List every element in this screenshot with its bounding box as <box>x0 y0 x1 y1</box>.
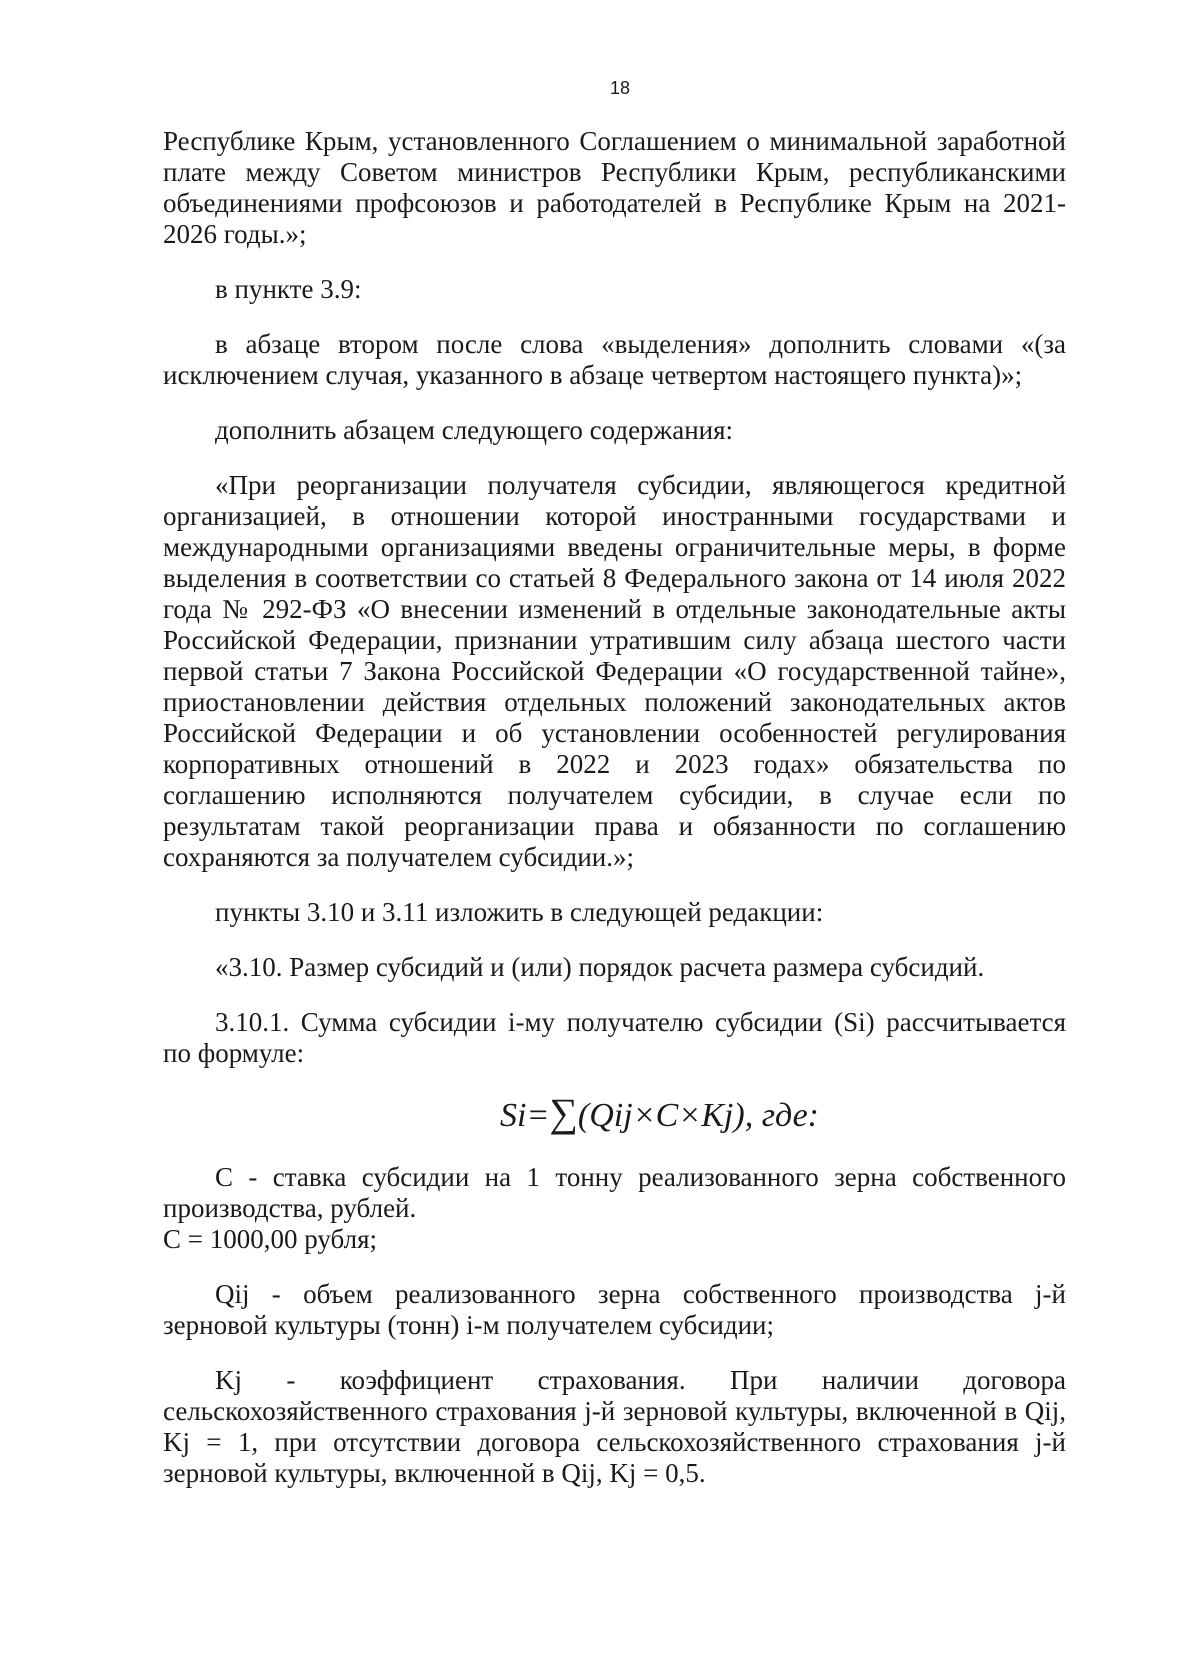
paragraph-continuation: Республике Крым, установленного Соглашением о минимальной заработной плате между Советом министров Республики Крым, республиканскими объединениями профсоюзов и работодателей в Республике Крым на 2021-2026 годы.»; <box>163 126 1066 249</box>
paragraph-item-3-9: в пункте 3.9: <box>215 274 362 304</box>
formula-tail: где: <box>761 1097 819 1134</box>
paragraph-amendment-second: в абзаце втором после слова «выделения» дополнить словами «(за исключением случая, указанного в абзаце четвертом настоящего пункта)»; <box>163 329 1066 390</box>
paragraph-items-3-10-3-11: пункты 3.10 и 3.11 изложить в следующей редакции: <box>215 897 824 927</box>
paragraph-3-10: «3.10. Размер субсидий и (или) порядок расчета размера субсидий. <box>215 952 985 982</box>
paragraph-reorganization: «При реорганизации получателя субсидии, являющегося кредитной организацией, в отношении которой иностранными государствами и международными организациями введены ограничительные меры, в форме выделения в соответствии со статьей 8 Федерального закона от 14 июля 2022 года № 292-ФЗ «О внесении изменений в отдельные законодательные акты Российской Федерации, признании утратившим силу абзаца шестого части первой статьи 7 Закона Российской Федерации «О государственной тайне», приостановлении действия отдельных положений законодательных актов Российской Федерации и об установлении особенностей регулирования корпоративных отношений в 2022 и 2023 годах» обязательства по соглашению исполняются получателем субсидии, в случае если по результатам такой реорганизации права и обязанности по соглашению сохраняются за получателем субсидии.»; <box>163 470 1066 872</box>
formula-equals: = <box>526 1097 550 1134</box>
page-number: 18 <box>609 78 631 98</box>
paragraph-3-10-1: 3.10.1. Сумма субсидии i-му получателю субсидии (Si) рассчитывается по формуле: <box>163 1007 1066 1068</box>
formula-lhs: Si <box>500 1097 527 1134</box>
document-body <box>163 126 1066 1489</box>
formula-body: (Qij×C×Kj), <box>577 1097 754 1134</box>
paragraph-rate-value: С = 1000,00 рубля; <box>163 1224 377 1254</box>
paragraph-add-abzac: дополнить абзацем следующего содержания: <box>215 415 734 445</box>
sum-symbol: ∑ <box>549 1090 578 1135</box>
paragraph-kj-definition: Kj - коэффициент страхования. При наличии договора сельскохозяйственного страхования j-й зерновой культуры, включенной в Qij, Kj = 1, при отсутствии договора сельскохозяйственного страхования j-й зерновой культуры, включенной в Qij, Kj = 0,5. <box>163 1365 1066 1488</box>
paragraph-rate-definition: С - ставка субсидии на 1 тонну реализованного зерна собственного производства, рублей. <box>163 1162 1066 1223</box>
paragraph-qij-definition: Qij - объем реализованного зерна собственного производства j-й зерновой культуры (тонн) i-м получателем субсидии; <box>163 1279 1066 1340</box>
subsidy-formula <box>163 1089 1066 1140</box>
